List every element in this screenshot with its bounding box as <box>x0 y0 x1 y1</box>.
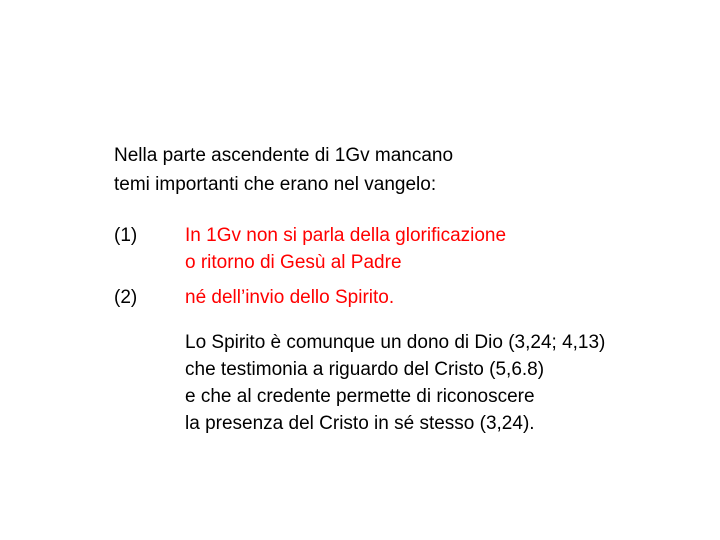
item-number: (2) <box>114 287 138 308</box>
note-line: e che al credente permette di riconoscere <box>185 386 535 407</box>
item-text-glorification <box>185 222 506 276</box>
item-line: o ritorno di Gesù al Padre <box>185 252 402 273</box>
intro-line: temi importanti che erano nel vangelo: <box>114 174 437 195</box>
intro-paragraph <box>114 141 594 199</box>
item-number: (1) <box>114 225 138 246</box>
note-line: Lo Spirito è comunque un dono di Dio (3,24; 4,13) <box>185 332 606 353</box>
item-line: né dell’invio dello Spirito. <box>185 287 395 308</box>
note-line: la presenza del Cristo in sé stesso (3,24). <box>185 413 535 434</box>
note-line: che testimonia a riguardo del Cristo (5,6.8) <box>185 359 545 380</box>
item-text-spirit <box>185 284 394 311</box>
item-line: In 1Gv non si parla della glorificazione <box>185 225 507 246</box>
intro-line: Nella parte ascendente di 1Gv mancano <box>114 145 454 166</box>
spirit-note-paragraph <box>185 329 605 437</box>
